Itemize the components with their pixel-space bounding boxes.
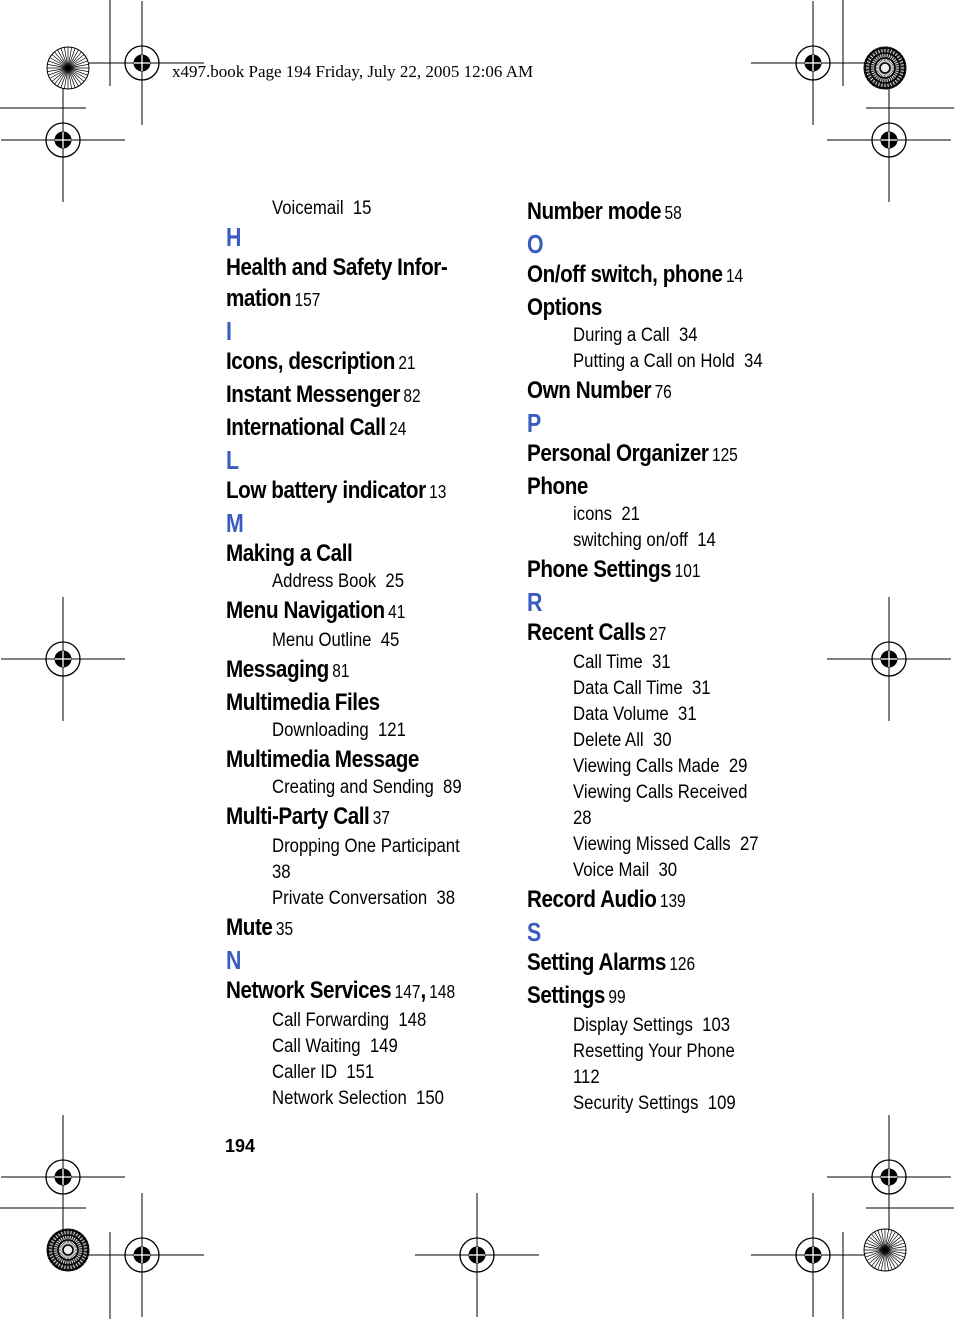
registration-mark-icon bbox=[827, 1115, 951, 1239]
registration-mark-icon bbox=[1, 78, 125, 202]
index-entry: Low battery indicator 13 bbox=[226, 477, 447, 504]
index-entry: Record Audio 139 bbox=[527, 886, 686, 913]
index-entry: Making a Call bbox=[226, 540, 353, 567]
index-subentry: icons 21 bbox=[573, 504, 640, 525]
index-subentry: Caller ID 151 bbox=[272, 1062, 375, 1083]
index-entry: Number mode 58 bbox=[527, 198, 682, 225]
index-entry: Instant Messenger 82 bbox=[226, 381, 421, 408]
starburst-mark-icon bbox=[864, 47, 906, 89]
index-entry: Options bbox=[527, 294, 602, 321]
registration-mark-icon bbox=[1, 1115, 125, 1239]
index-subentry: Resetting Your Phone bbox=[573, 1041, 735, 1062]
index-entry: On/off switch, phone 14 bbox=[527, 261, 744, 288]
index-entry: Own Number 76 bbox=[527, 377, 672, 404]
index-entry: Setting Alarms 126 bbox=[527, 949, 696, 976]
index-letter-i: I bbox=[226, 316, 232, 346]
index-letter-o: O bbox=[527, 229, 544, 259]
index-subentry: During a Call 34 bbox=[573, 325, 698, 346]
index-entry: International Call 24 bbox=[226, 414, 407, 441]
index-entry: Menu Navigation 41 bbox=[226, 597, 406, 624]
index-subentry: Dropping One Participant bbox=[272, 836, 460, 857]
index-entry: Multimedia Files bbox=[226, 689, 380, 716]
index-column-left bbox=[226, 196, 501, 1112]
index-subentry: Call Time 31 bbox=[573, 652, 671, 673]
index-subentry-page: 112 bbox=[573, 1067, 600, 1088]
index-subentry: Viewing Calls Made 29 bbox=[573, 756, 748, 777]
index-letter-h: H bbox=[226, 222, 242, 252]
index-letter-n: N bbox=[226, 945, 242, 975]
index-subentry: Data Call Time 31 bbox=[573, 678, 711, 699]
index-letter-p: P bbox=[527, 408, 542, 438]
registration-mark-icon bbox=[827, 597, 951, 721]
index-subentry: Private Conversation 38 bbox=[272, 888, 456, 909]
registration-mark-icon bbox=[751, 1193, 875, 1317]
index-subentry: Downloading 121 bbox=[272, 720, 406, 741]
index-entry: Settings 99 bbox=[527, 982, 626, 1009]
index-entry: Recent Calls 27 bbox=[527, 619, 667, 646]
index-subentry: Call Waiting 149 bbox=[272, 1036, 398, 1057]
index-entry: Phone bbox=[527, 473, 588, 500]
index-subentry: Address Book 25 bbox=[272, 571, 404, 592]
index-subentry: Display Settings 103 bbox=[573, 1015, 731, 1036]
index-subentry: Viewing Calls Received bbox=[573, 782, 748, 803]
index-entry: Icons, description 21 bbox=[226, 348, 416, 375]
registration-mark-icon bbox=[751, 1, 875, 125]
index-subentry: Creating and Sending 89 bbox=[272, 777, 462, 798]
index-subentry: Putting a Call on Hold 34 bbox=[573, 351, 763, 372]
index-entry: Multi-Party Call 37 bbox=[226, 803, 391, 830]
index-column-right bbox=[527, 196, 797, 1117]
registration-mark-icon bbox=[80, 1193, 204, 1317]
index-entry: Personal Organizer 125 bbox=[527, 440, 738, 467]
index-subentry: Voice Mail 30 bbox=[573, 860, 678, 881]
index-subentry: Call Forwarding 148 bbox=[272, 1010, 427, 1031]
registration-mark-icon bbox=[415, 1193, 539, 1317]
starburst-mark-icon bbox=[47, 1229, 89, 1271]
book-header: x497.book Page 194 Friday, July 22, 2005 12:06 AM bbox=[172, 62, 534, 81]
index-letter-l: L bbox=[226, 445, 240, 475]
index-subentry: Delete All 30 bbox=[573, 730, 672, 751]
index-entry: Phone Settings 101 bbox=[527, 556, 701, 583]
index-subentry: Viewing Missed Calls 27 bbox=[573, 834, 759, 855]
index-letter-m: M bbox=[226, 508, 244, 538]
starburst-mark-icon bbox=[864, 1229, 906, 1271]
index-subentry: Voicemail 15 bbox=[272, 198, 372, 219]
index-subentry: switching on/off 14 bbox=[573, 530, 716, 551]
page-number: 194 bbox=[225, 1136, 256, 1156]
index-entry: Multimedia Message bbox=[226, 746, 419, 773]
index-entry: Mute 35 bbox=[226, 914, 294, 941]
starburst-mark-icon bbox=[47, 47, 89, 89]
index-subentry: Menu Outline 45 bbox=[272, 630, 400, 651]
index-letter-s: S bbox=[527, 917, 542, 947]
registration-mark-icon bbox=[1, 597, 125, 721]
registration-mark-icon bbox=[827, 78, 951, 202]
index-subentry: Network Selection 150 bbox=[272, 1088, 444, 1109]
index-entry: Network Services 147, 148 bbox=[226, 977, 456, 1004]
index-entry: Messaging 81 bbox=[226, 656, 350, 683]
index-subentry-page: 28 bbox=[573, 808, 592, 829]
index-subentry: Data Volume 31 bbox=[573, 704, 697, 725]
index-entry: Health and Safety Infor- mation 157 bbox=[226, 254, 448, 312]
index-subentry: Security Settings 109 bbox=[573, 1093, 736, 1114]
index-subentry-page: 38 bbox=[272, 862, 291, 883]
index-letter-r: R bbox=[527, 587, 543, 617]
